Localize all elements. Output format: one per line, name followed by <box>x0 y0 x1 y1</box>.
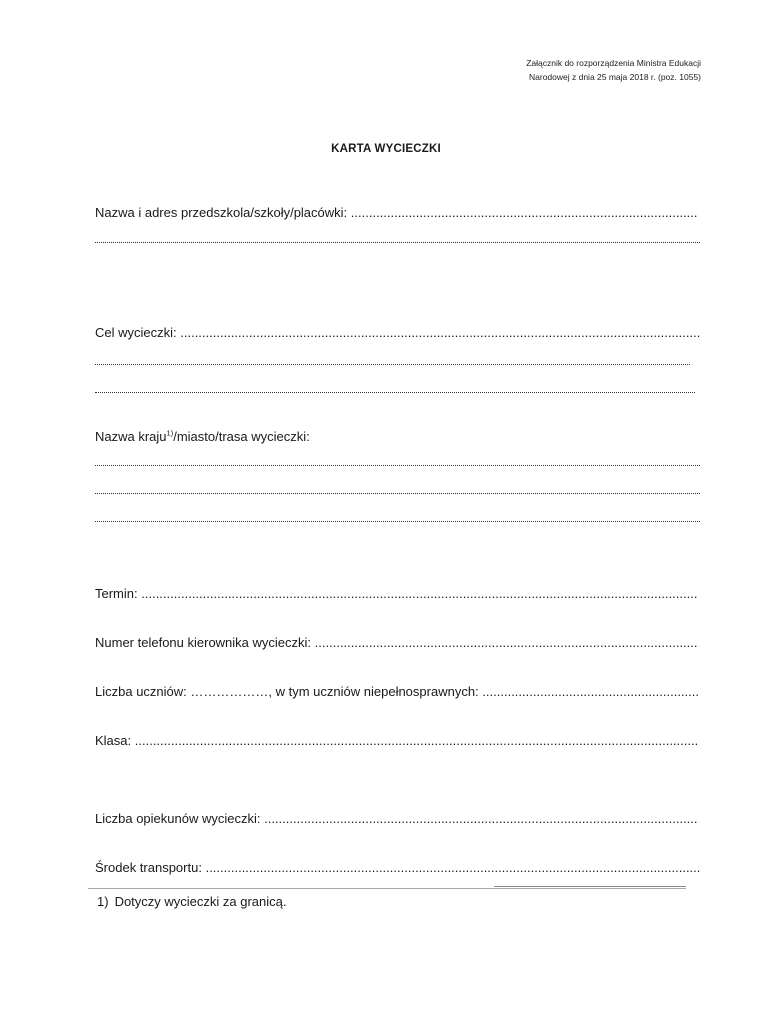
country-dots-line-2 <box>95 483 700 494</box>
purpose-field <box>95 325 700 341</box>
footnote-separator <box>88 888 686 889</box>
students-count-field <box>95 684 700 700</box>
class-dots: ............................................................................................................................................................ <box>134 733 699 748</box>
country-footnote-ref: 1) <box>166 429 174 438</box>
footnote-separator-right <box>494 886 686 887</box>
term-dots: .......................................................................................................................................................... <box>141 586 698 601</box>
country-label-prefix: Nazwa kraju <box>95 429 167 444</box>
guardians-count-label: Liczba opiekunów wycieczki: <box>95 811 261 826</box>
guardians-count-field <box>95 811 700 827</box>
purpose-dots-line-2 <box>95 382 695 393</box>
transport-dots: ......................................................................................................................................... <box>205 860 700 875</box>
disabled-students-label: , w tym uczniów niepełnosprawnych: <box>268 684 479 699</box>
term-label: Termin: <box>95 586 138 601</box>
term-field <box>95 586 700 602</box>
students-count-label: Liczba uczniów: <box>95 684 187 699</box>
school-name-dots-line <box>95 232 700 243</box>
disabled-students-dots: ............................................................ <box>482 684 700 699</box>
purpose-dots-line-1 <box>95 354 690 365</box>
document-title: KARTA WYCIECZKI <box>331 143 441 155</box>
regulation-note <box>526 56 701 84</box>
country-field <box>95 429 700 445</box>
country-label-suffix: /miasto/trasa wycieczki: <box>173 429 310 444</box>
school-name-field <box>95 205 700 221</box>
guardians-count-dots: ........................................................................................................................ <box>264 811 698 826</box>
leader-phone-field <box>95 635 700 651</box>
class-label: Klasa: <box>95 733 132 748</box>
leader-phone-label: Numer telefonu kierownika wycieczki: <box>95 635 312 650</box>
purpose-label: Cel wycieczki: <box>95 325 177 340</box>
regulation-note-line-1: Załącznik do rozporządzenia Ministra Edukacji <box>526 58 701 68</box>
footnote <box>97 894 287 910</box>
leader-phone-dots: .......................................................................................................... <box>314 635 698 650</box>
school-name-label: Nazwa i adres przedszkola/szkoły/placówki: <box>95 205 348 220</box>
transport-field <box>95 860 700 876</box>
class-field <box>95 733 700 749</box>
transport-label: Środek transportu: <box>95 860 202 875</box>
school-name-dots: ................................................................................................ <box>350 205 698 220</box>
footnote-text: Dotyczy wycieczki za granicą. <box>114 894 287 909</box>
country-dots-line-3 <box>95 511 700 522</box>
purpose-dots: ................................................................................................................................................ <box>180 325 700 340</box>
footnote-number: 1) <box>97 894 109 909</box>
regulation-note-line-2: Narodowej z dnia 25 maja 2018 r. (poz. 1055) <box>529 72 701 82</box>
country-dots-line-1 <box>95 455 700 466</box>
students-count-dots: ……………… <box>190 684 269 699</box>
